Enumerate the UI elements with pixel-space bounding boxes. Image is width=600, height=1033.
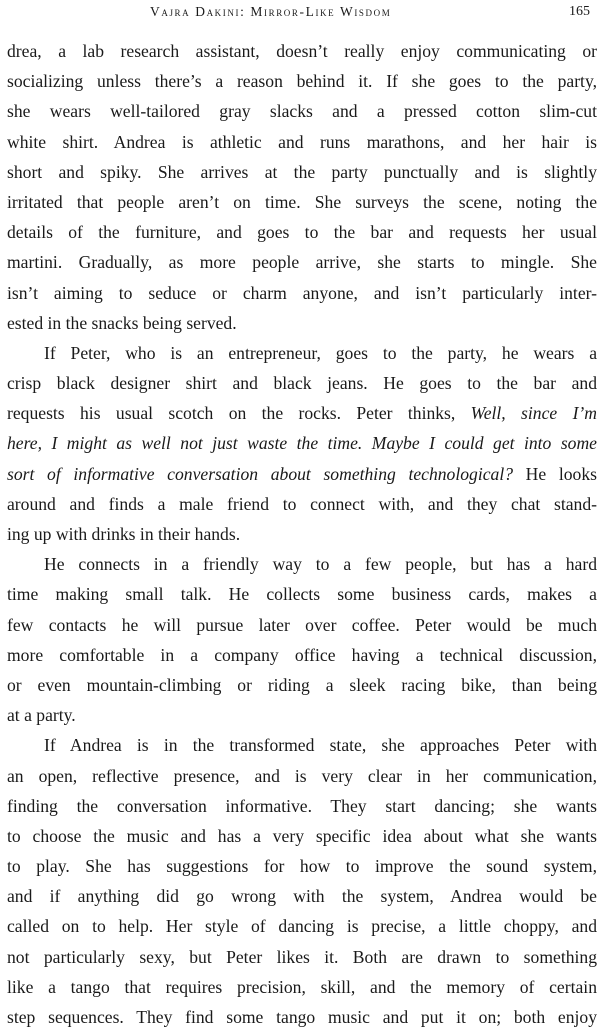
- text-line: [7, 459, 597, 489]
- paragraph: [7, 338, 597, 549]
- text-segment: called on to help. Her style of dancing is precise, a little choppy, and: [7, 916, 597, 937]
- text-segment: around and finds a male friend to connect with, and they chat stand-: [7, 493, 597, 514]
- running-title: Vajra Dakini: Mirror-Like Wisdom: [150, 4, 392, 19]
- text-line: [7, 96, 597, 126]
- text-line: [7, 519, 597, 549]
- text-line: [7, 942, 597, 972]
- text-segment: He looks: [513, 463, 597, 484]
- text-line: [7, 579, 597, 609]
- text-line: [7, 1002, 597, 1032]
- text-line: [7, 247, 597, 277]
- text-segment: crisp black designer shirt and black jeans. He goes to the bar and: [7, 373, 597, 394]
- italic-text: Well, since I’m: [470, 403, 597, 424]
- text-segment: time making small talk. He collects some business cards, makes a: [7, 584, 597, 605]
- text-segment: not particularly sexy, but Peter likes it. Both are drawn to something: [7, 946, 597, 967]
- text-segment: If Andrea is in the transformed state, she approaches Peter with: [44, 735, 597, 756]
- text-segment: more comfortable in a company office having a technical discussion,: [7, 644, 597, 665]
- text-segment: ested in the snacks being served.: [7, 312, 237, 333]
- text-line: [7, 670, 597, 700]
- text-segment: at a party.: [7, 705, 76, 726]
- text-line: [7, 972, 597, 1002]
- text-segment: like a tango that requires precision, skill, and the memory of certain: [7, 976, 597, 997]
- text-segment: an open, reflective presence, and is very clear in her communication,: [7, 765, 597, 786]
- text-segment: socializing unless there’s a reason behind it. If she goes to the party,: [7, 71, 597, 92]
- paragraph: [7, 36, 597, 338]
- text-segment: details of the furniture, and goes to the bar and requests her usual: [7, 222, 597, 243]
- text-line: [7, 428, 597, 458]
- text-line: [7, 489, 597, 519]
- text-segment: If Peter, who is an entrepreneur, goes to the party, he wears a: [44, 342, 597, 363]
- text-line: [7, 217, 597, 247]
- text-segment: step sequences. They find some tango music and put it on; both enjoy: [7, 1007, 597, 1027]
- text-segment: white shirt. Andrea is athletic and runs marathons, and her hair is: [7, 131, 597, 152]
- text-line: [7, 278, 597, 308]
- text-line: [7, 761, 597, 791]
- text-line: [7, 911, 597, 941]
- text-segment: she wears well-tailored gray slacks and a pressed cotton slim-cut: [7, 101, 597, 122]
- text-line: [7, 398, 597, 428]
- text-line: [7, 881, 597, 911]
- text-segment: finding the conversation informative. They start dancing; she wants: [7, 795, 597, 816]
- text-line: [7, 368, 597, 398]
- text-line: [7, 610, 597, 640]
- text-segment: drea, a lab research assistant, doesn’t really enjoy communicating or: [7, 41, 597, 61]
- text-segment: and if anything did go wrong with the system, Andrea would be: [7, 886, 597, 907]
- text-line: [7, 821, 597, 851]
- text-line: [7, 791, 597, 821]
- text-segment: few contacts he will pursue later over coffee. Peter would be much: [7, 614, 597, 635]
- paragraph: [7, 549, 597, 730]
- text-line: [7, 640, 597, 670]
- text-line: [7, 36, 597, 66]
- text-line: [7, 66, 597, 96]
- text-segment: to choose the music and has a very specific idea about what she wants: [7, 825, 597, 846]
- text-segment: short and spiky. She arrives at the party punctually and is slightly: [7, 161, 597, 182]
- text-line: [7, 187, 597, 217]
- text-segment: He connects in a friendly way to a few people, but has a hard: [44, 554, 597, 575]
- text-segment: isn’t aiming to seduce or charm anyone, and isn’t particularly inter-: [7, 282, 597, 303]
- italic-text: here, I might as well not just waste the time. Maybe I could get into some: [7, 433, 597, 454]
- text-segment: ing up with drinks in their hands.: [7, 524, 241, 544]
- text-line: [7, 338, 597, 368]
- text-segment: to play. She has suggestions for how to improve the sound system,: [7, 856, 597, 877]
- text-segment: requests his usual scotch on the rocks. Peter thinks,: [7, 403, 471, 424]
- body-text: [7, 36, 597, 1032]
- text-line: [7, 308, 597, 338]
- italic-text: sort of informative conversation about something technological?: [7, 463, 514, 484]
- text-line: [7, 700, 597, 730]
- text-line: [7, 730, 597, 760]
- page-number: 165: [569, 4, 590, 19]
- text-segment: martini. Gradually, as more people arrive, she starts to mingle. She: [7, 252, 597, 273]
- text-line: [7, 851, 597, 881]
- text-segment: or even mountain-climbing or riding a sleek racing bike, than being: [7, 674, 597, 695]
- paragraph: [7, 730, 597, 1032]
- text-line: [7, 549, 597, 579]
- text-segment: irritated that people aren’t on time. She surveys the scene, noting the: [7, 191, 597, 212]
- running-head: [0, 4, 600, 26]
- text-line: [7, 127, 597, 157]
- text-line: [7, 157, 597, 187]
